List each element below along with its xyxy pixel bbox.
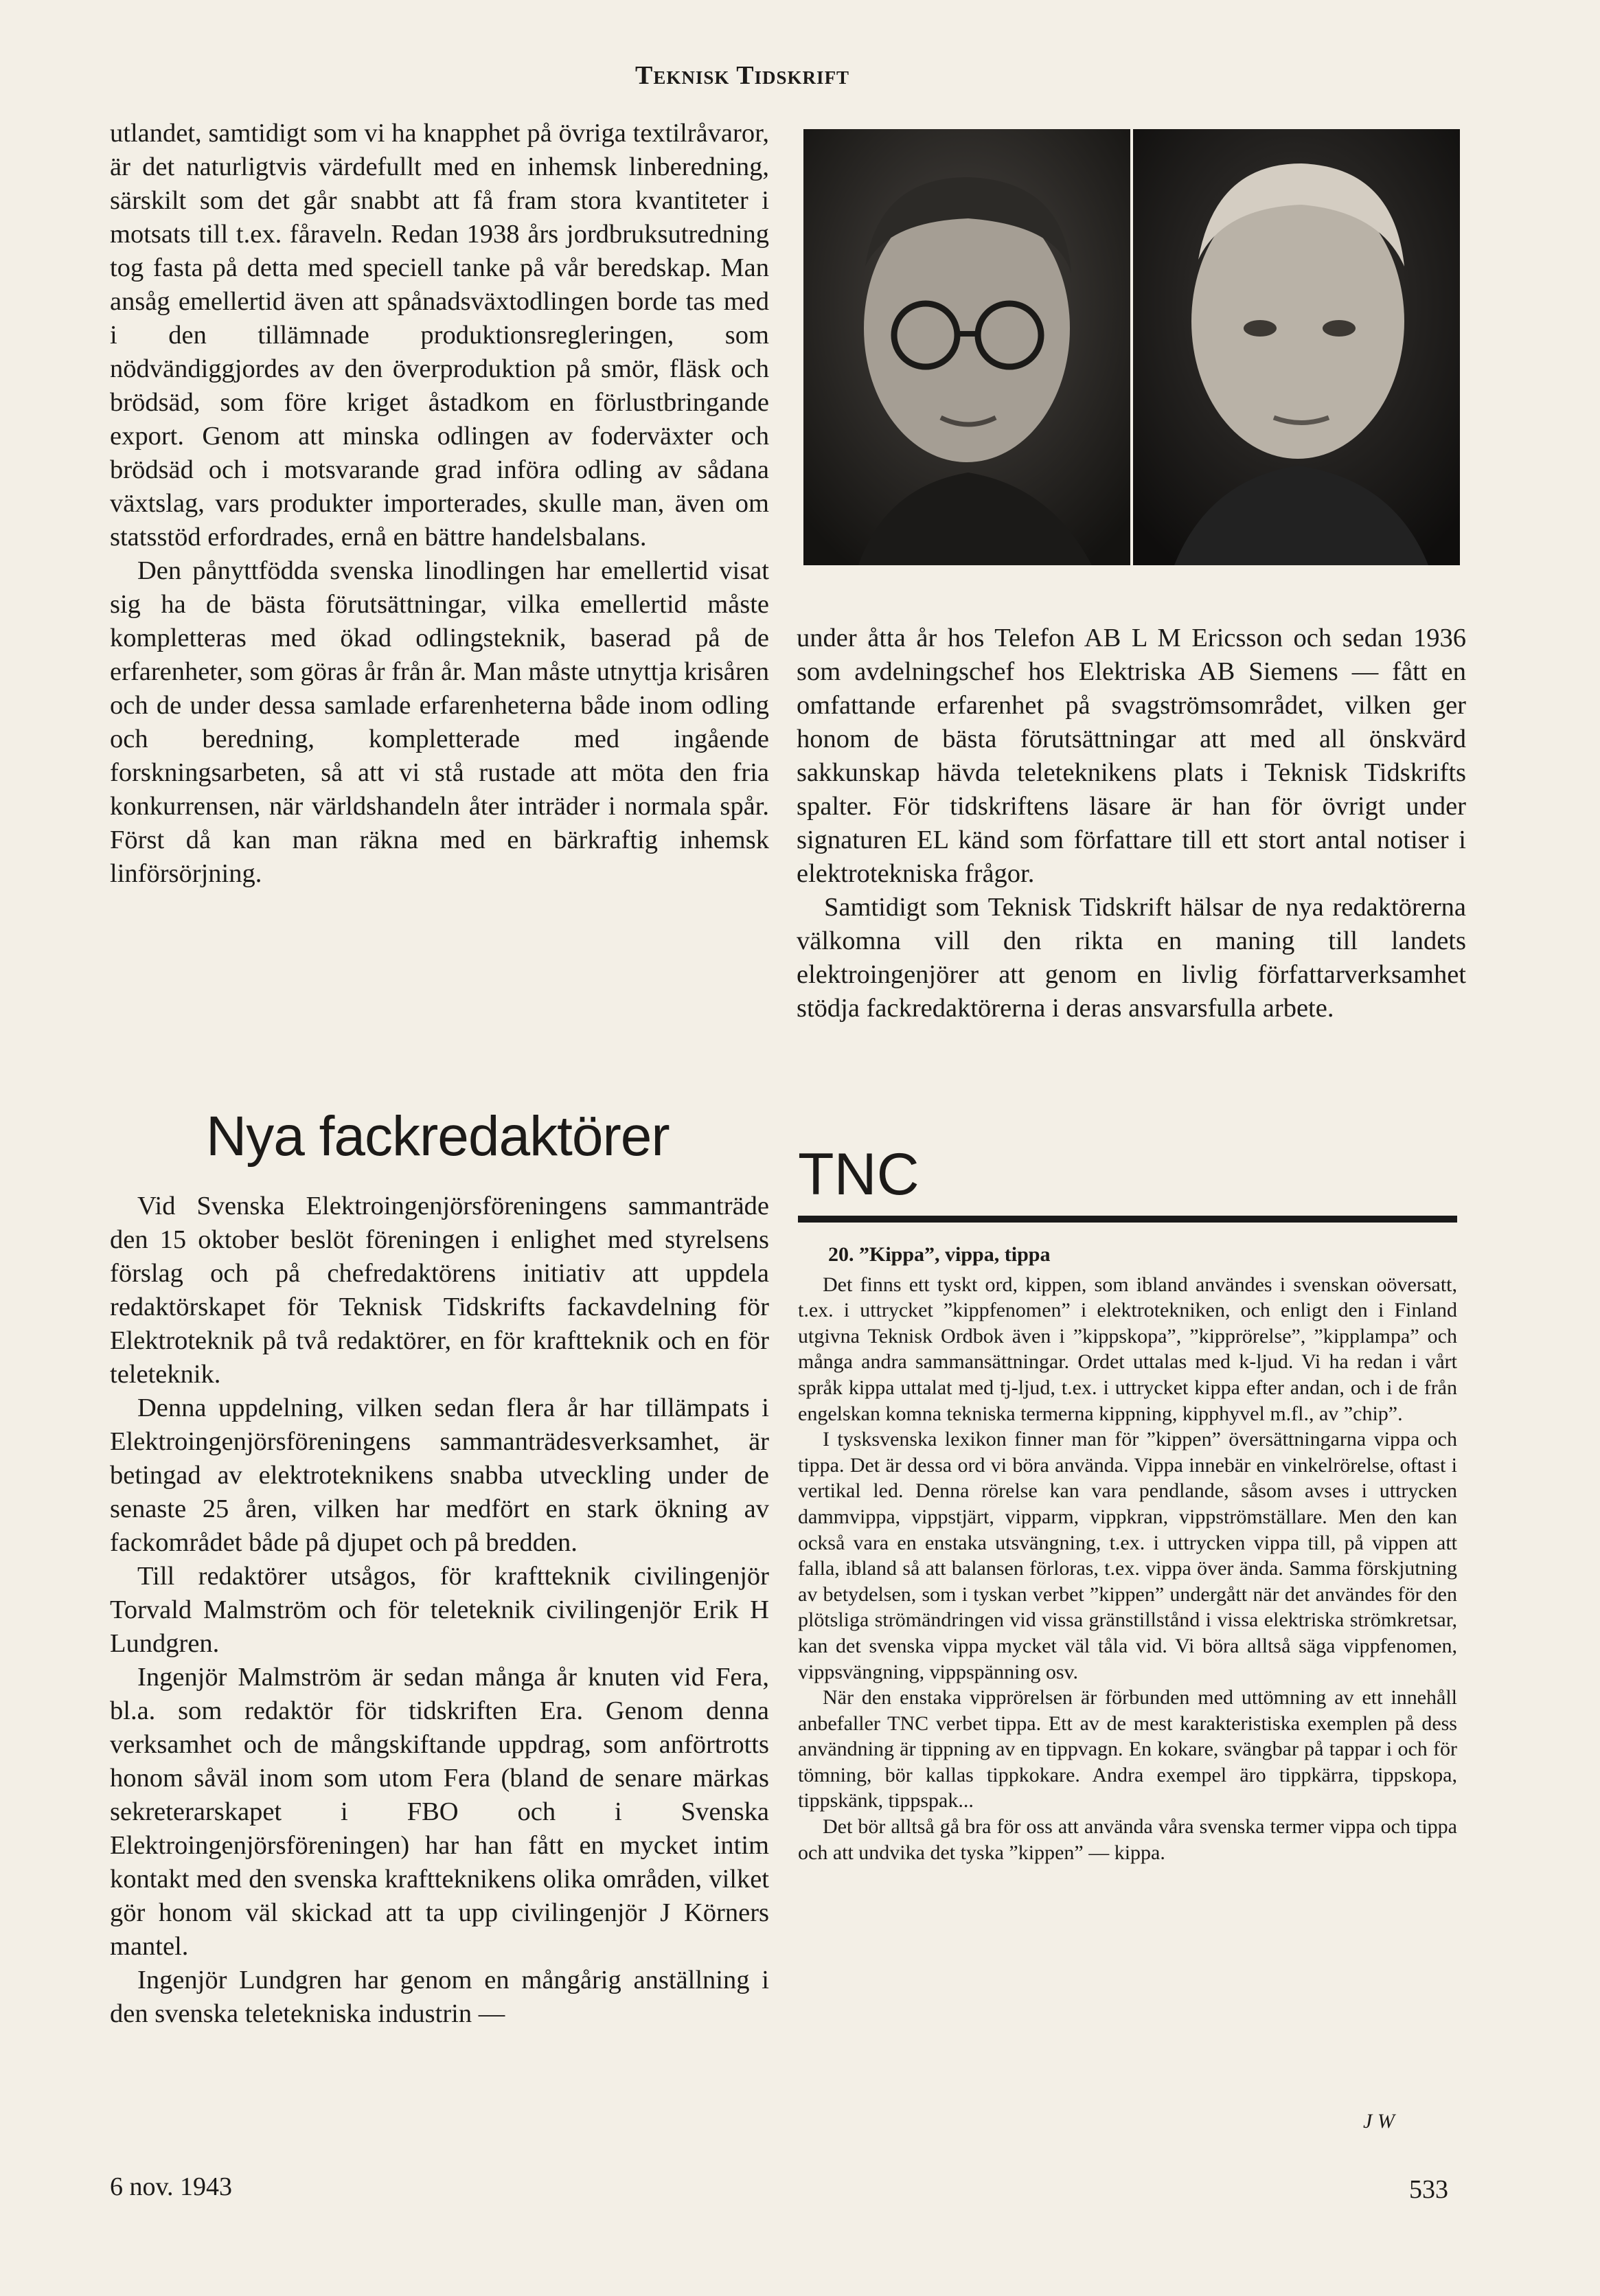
page-number: 533 xyxy=(1409,2175,1448,2204)
section-title-tnc: TNC xyxy=(798,1141,919,1207)
left-column-bottom xyxy=(110,1190,769,2031)
paragraph: Denna uppdelning, vilken sedan flera år har tillämpats i Elektroingenjörsföreningens sammanträdesverksamhet, är betingad av elektroteknikens snabba utveckling under de senaste 25 åren, vilken har medfört en stark ökning av fackområdet både på djupet och på bredden. xyxy=(110,1394,769,1557)
article-title-nya-fackredaktorer: Nya fackredaktörer xyxy=(206,1105,670,1168)
portrait-photo-right xyxy=(1133,129,1460,565)
section-rule xyxy=(798,1216,1457,1223)
portrait-photo-left xyxy=(803,129,1130,565)
tnc-subheading: 20. ”Kippa”, vippa, tippa xyxy=(828,1243,1051,1266)
paragraph: under åtta år hos Telefon AB L M Ericsson och sedan 1936 som avdelningschef hos Elektriska AB Siemens — fått en omfattande erfarenhet på svagströmsområdet, vilken ger honom de bästa förutsättningar att med all önskvärd sakkunskap hävda teleteknikens plats i Teknisk Tidskrifts spalter. För tidskriftens läsare är han för övrigt under signaturen EL känd som författare till ett stort antal notiser i elektrotekniska frågor. xyxy=(797,624,1466,888)
paragraph: utlandet, samtidigt som vi ha knapphet på övriga textilråvaror, är det naturligtvis värdefullt med en inhemsk linberedning, särskilt som det går snabbt att få fram stora kvantiteter i motsats till t.ex. fåraveln. Redan 1938 års jordbruksutredning tog fasta på detta med speciell tanke på vår beredskap. Man ansåg emellertid även att spånadsväxtodlingen borde tas med i den tillämnade produktionsregleringen, som nödvändiggjordes av den överproduktion på smör, fläsk och brödsäd, som före kriget åstadkom en förlustbringande export. Genom att minska odlingen av foderväxter och brödsäd och i motsvarande grad införa odling av sådana växtslag, vars produkter importerades, skulle man, även om statsstöd erfordrades, ernå en bättre handelsbalans. xyxy=(110,119,769,552)
paragraph: Ingenjör Malmström är sedan många år knuten vid Fera, bl.a. som redaktör för tidskriften Era. Genom denna verksamhet och de mångskiftande uppdrag, som anförtrotts honom såväl inom som utom Fera (bland de senare märkas sekreterarskapet i FBO och i Svenska Elektroingenjörsföreningen) har han fått en mycket intim kontakt med den svenska kraftteknikens olika områden, vilket gör honom väl skickad att ta upp civilingenjör J Körners mantel. xyxy=(110,1663,769,1961)
paragraph: Vid Svenska Elektroingenjörsföreningens sammanträde den 15 oktober beslöt föreningen i enlighet med styrelsens förslag och på chefredaktörens initiativ att uppdela redaktörskapet för Teknisk Tidskrifts fackavdelning för Elektroteknik på två redaktörer, en för kraftteknik och en för teleteknik. xyxy=(110,1192,769,1389)
journal-header: Teknisk Tidskrift xyxy=(635,61,850,90)
tnc-column xyxy=(798,1242,1457,1865)
paragraph: När den enstaka vipprörelsen är förbunden med uttömning av ett innehåll anbefaller TNC verbet tippa. Ett av de mest karakteristiska exemplen på dess användning är tippning av en tippvagn. En kokare, svängbar på tappar i och för tömning, bör kallas tippkokare. Andra exempel äro tippkärra, tippskopa, tippskänk, tippspak... xyxy=(798,1686,1457,1812)
paragraph: Det finns ett tyskt ord, kippen, som ibland användes i svenskan oöversatt, t.ex. i uttrycket ”kippfenomen” i elektrotekniken, och enligt den i Finland utgivna Teknisk Ordbok även i ”kippskopa”, ”kipprörelse”, ”kipplampa” och många andra sammansättningar. Ordet uttalas med k-ljud. Vi ha redan i vårt språk kippa uttalat med tj-ljud, t.ex. i uttrycket kippa efter andan, och i de från engelskan komna tekniska termerna kippning, kipphyvel m.fl., av ”chip”. xyxy=(798,1273,1457,1425)
paragraph: Ingenjör Lundgren har genom en mångårig anställning i den svenska teletekniska industrin — xyxy=(110,1966,769,2028)
left-column-top xyxy=(110,117,769,891)
paragraph: Det bör alltså gå bra för oss att använda våra svenska termer vippa och tippa och att undvika det tyska ”kippen” — kippa. xyxy=(798,1815,1457,1864)
tnc-signature: J W xyxy=(1363,2110,1395,2133)
footer-date: 6 nov. 1943 xyxy=(110,2172,233,2201)
paragraph: Samtidigt som Teknisk Tidskrift hälsar de nya redaktörerna välkomna vill den rikta en maning till landets elektroingenjörer att genom en livlig författarverksamhet stödja fackredaktörerna i deras ansvarsfulla arbete. xyxy=(797,893,1466,1023)
paragraph: Den pånyttfödda svenska linodlingen har emellertid visat sig ha de bästa förutsättningar, vilka emellertid måste kompletteras med ökad odlingsteknik, baserad på de erfarenheter, som göras år från år. Man måste utnyttja krisåren och de under dessa samlade erfarenheterna både inom odling och beredning, kompletterade med ingående forskningsarbeten, så att vi stå rustade att möta den fria konkurrensen, när världshandeln åter inträder i normala spår. Först då kan man räkna med en bärkraftig inhemsk linförsörjning. xyxy=(110,556,769,888)
right-column-top xyxy=(797,622,1466,1025)
paragraph: I tysksvenska lexikon finner man för ”kippen” översättningarna vippa och tippa. Det är dessa ord vi böra använda. Vippa innebär en vinkelrörelse, oftast i vertikal led. Denna rörelse kan vara pendlande, såsom avses i uttrycken dammvippa, vippstjärt, vipparm, vippkran, vippströmställare. Men den kan också vara en enstaka utsvängning, t.ex. i uttrycken vippa till, på vippen att falla, ibland så att balansen förloras, t.ex. vippa över ända. Samma förskjutning av betydelsen, som i tyskan verbet ”kippen” undergått när det användes för den plötsliga strömändringen vid vissa gränstillstånd i vissa elektriska strömkretsar, kan det svenska vippa mycket väl tåla vid. Vi böra alltså säga vippfenomen, vippsvängning, vippspänning osv. xyxy=(798,1428,1457,1683)
paragraph: Till redaktörer utsågos, för kraftteknik civilingenjör Torvald Malmström och för teleteknik civilingenjör Erik H Lundgren. xyxy=(110,1562,769,1658)
